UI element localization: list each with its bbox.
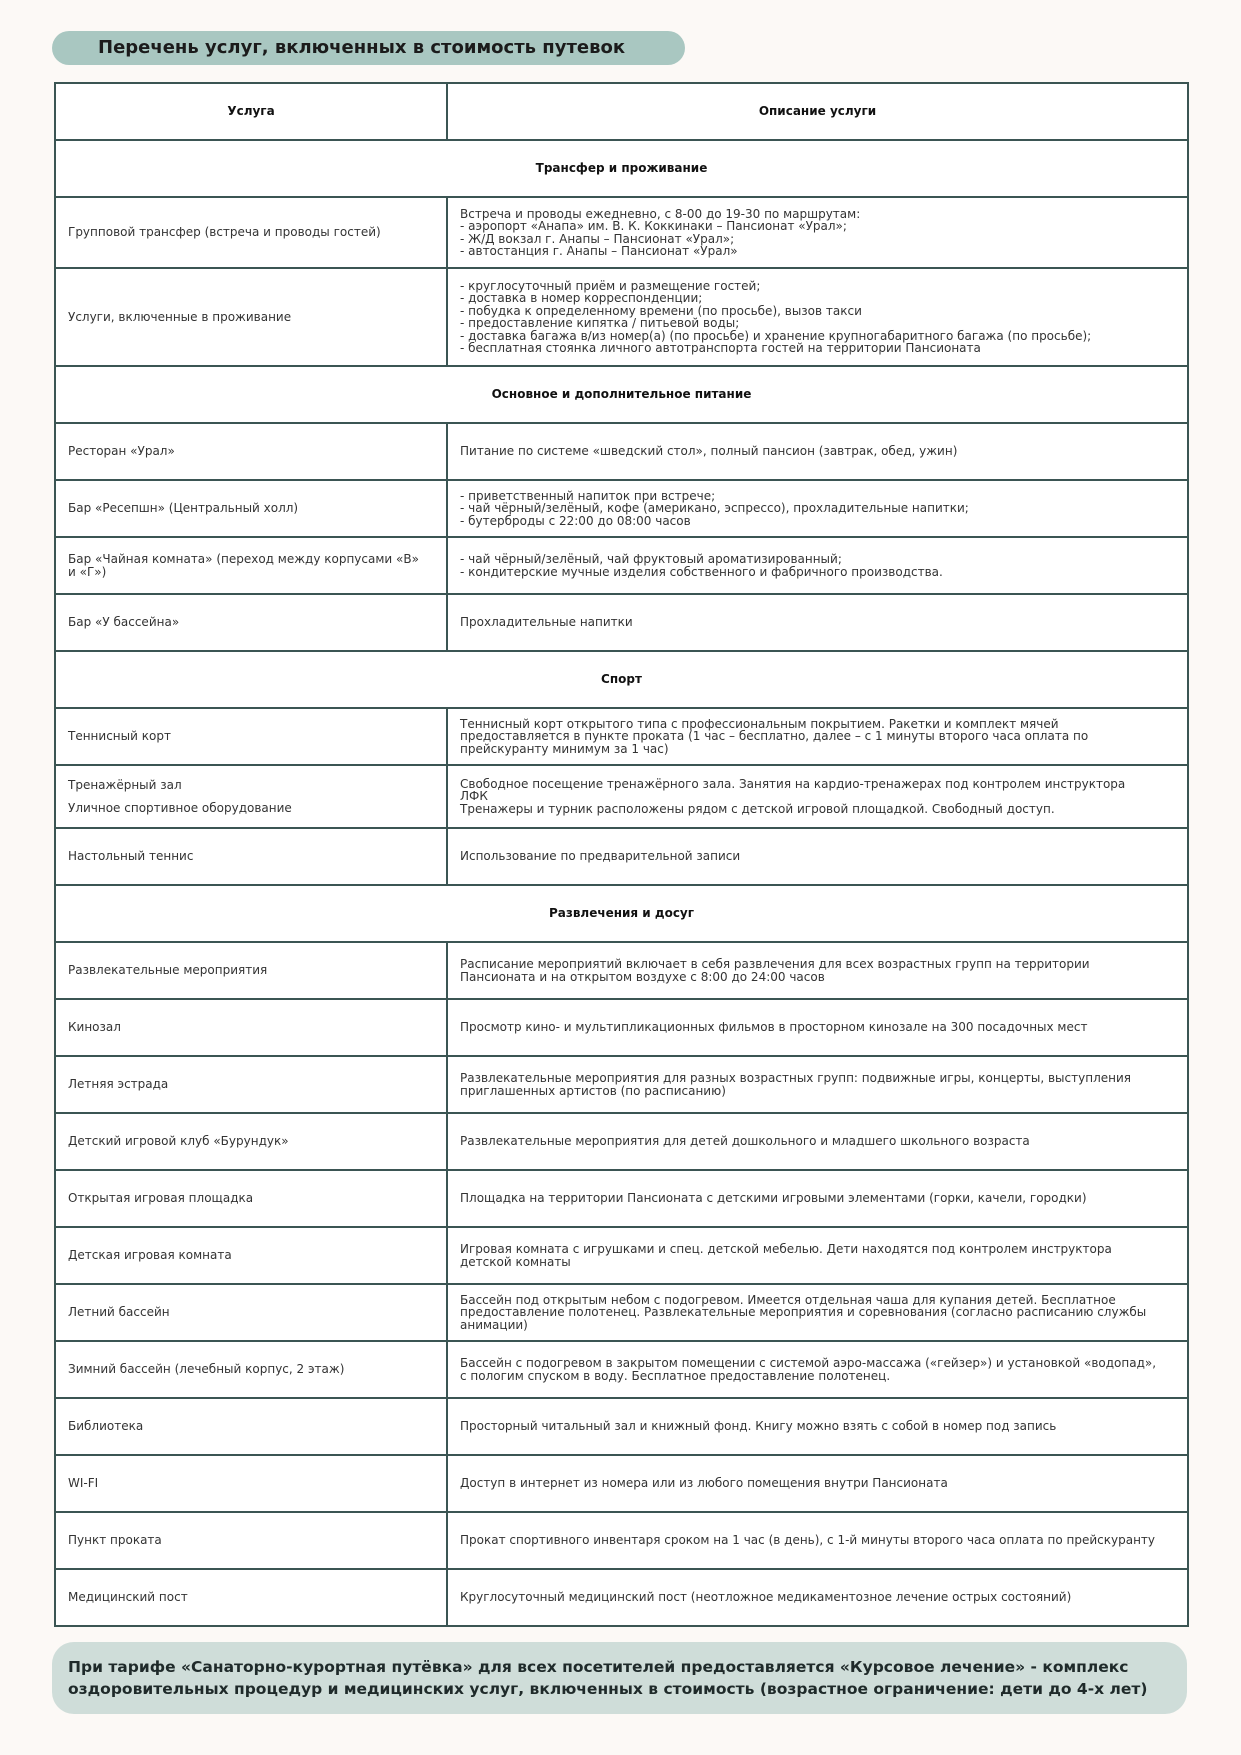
service-cell xyxy=(55,1512,447,1569)
description-cell-line: Круглосуточный медицинский пост (неотложное медикаментозное лечение острых состояний) xyxy=(460,1590,1072,1605)
service-cell-line: Уличное спортивное оборудование xyxy=(68,801,292,815)
service-cell-line: Библиотека xyxy=(68,1419,144,1434)
note-line: оздоровительных процедур и медицинских услуг, включенных в стоимость (возрастное ограничение: дети до 4-х лет) xyxy=(68,1680,1148,1698)
table-row xyxy=(55,1113,1188,1170)
description-cell xyxy=(447,197,1188,268)
table-row xyxy=(55,828,1188,885)
description-cell-line: Прокат спортивного инвентаря сроком на 1 час (в день), с 1-й минуты второго часа оплата по прейскуранту xyxy=(460,1533,1156,1548)
service-cell-line: Детская игровая комната xyxy=(68,1248,232,1263)
table-row xyxy=(55,480,1188,537)
section-title: Трансфер и проживание xyxy=(55,140,1188,197)
table-row xyxy=(55,1398,1188,1455)
description-cell-line: Развлекательные мероприятия для разных возрастных групп: подвижные игры, концерты, выступления xyxy=(460,1071,1131,1085)
description-cell-line: Свободное посещение тренажёрного зала. Занятия на кардио-тренажерах под контролем инструктора xyxy=(460,776,1126,791)
description-cell xyxy=(447,594,1188,651)
service-cell xyxy=(55,1284,447,1341)
table-row xyxy=(55,594,1188,651)
service-cell xyxy=(55,594,447,651)
description-cell xyxy=(447,1455,1188,1512)
service-cell-line: Летняя эстрада xyxy=(68,1077,169,1092)
service-cell-line: Настольный теннис xyxy=(68,849,194,864)
description-cell-line: Питание по системе «шведский стол», полный пансион (завтрак, обед, ужин) xyxy=(460,444,958,459)
description-cell xyxy=(447,1284,1188,1341)
table-row xyxy=(55,1341,1188,1398)
table-row xyxy=(55,537,1188,594)
description-cell-line: предоставление полотенец. Развлекательные мероприятия и соревнования (согласно расписанию службы xyxy=(460,1305,1147,1320)
service-cell-line: Зимний бассейн (лечебный корпус, 2 этаж) xyxy=(68,1362,345,1377)
service-cell xyxy=(55,1227,447,1284)
service-cell-line: Медицинский пост xyxy=(68,1590,188,1605)
service-cell-line: Развлекательные мероприятия xyxy=(68,963,268,978)
service-cell-line: Кинозал xyxy=(68,1020,121,1035)
description-cell-line: - Ж/Д вокзал г. Анапы – Пансионат «Урал»; xyxy=(460,231,735,246)
description-cell-line: анимации) xyxy=(460,1317,528,1332)
page-title: Перечень услуг, включенных в стоимость путевок xyxy=(52,31,685,65)
table-row xyxy=(55,708,1188,765)
description-cell-line: Прохладительные напитки xyxy=(460,615,633,630)
services-table xyxy=(54,82,1189,1627)
table-row xyxy=(55,1569,1188,1626)
description-cell xyxy=(447,423,1188,480)
description-cell xyxy=(447,1113,1188,1170)
service-cell-line: Летний бассейн xyxy=(68,1305,170,1320)
description-cell xyxy=(447,1056,1188,1113)
service-cell xyxy=(55,537,447,594)
table-header-row xyxy=(55,83,1188,140)
description-cell-line: с пологим спуском в воду. Бесплатное предоставление полотенец. xyxy=(460,1368,891,1383)
description-cell-line: - чай чёрный/зелёный, чай фруктовый ароматизированный; xyxy=(460,552,842,566)
description-cell-line: - круглосуточный приём и размещение гостей; xyxy=(460,278,761,293)
description-cell-line: прейскуранту минимум за 1 час) xyxy=(460,741,669,756)
service-cell xyxy=(55,1113,447,1170)
description-cell xyxy=(447,1170,1188,1227)
description-cell-line: Бассейн под открытым небом с подогревом. Имеется отдельная чаша для купания детей. Бесплатное xyxy=(460,1292,1116,1307)
service-cell-line: Бар «У бассейна» xyxy=(68,615,180,630)
description-cell-line: - бесплатная стоянка личного автотранспорта гостей на территории Пансионата xyxy=(460,341,981,355)
service-cell xyxy=(55,1341,447,1398)
note-line: При тарифе «Санаторно-курортная путёвка» для всех посетителей предоставляется «Курсовое лечение» - комплекс xyxy=(68,1658,1129,1676)
description-cell xyxy=(447,1227,1188,1284)
description-cell xyxy=(447,999,1188,1056)
table-row xyxy=(55,1227,1188,1284)
service-cell-line: Ресторан «Урал» xyxy=(68,444,175,459)
description-cell xyxy=(447,1398,1188,1455)
service-cell xyxy=(55,1398,447,1455)
service-cell-line: Групповой трансфер (встреча и проводы гостей) xyxy=(68,225,381,240)
header-description: Описание услуги xyxy=(447,83,1188,140)
table-row xyxy=(55,1170,1188,1227)
services-table-body xyxy=(55,83,1188,1626)
description-cell-line: Доступ в интернет из номера или из любого помещения внутри Пансионата xyxy=(460,1476,948,1491)
description-cell xyxy=(447,537,1188,594)
table-row xyxy=(55,197,1188,268)
description-cell-line: Тренажеры и турник расположены рядом с детской игровой площадкой. Свободный доступ. xyxy=(460,801,1055,816)
description-cell-line: Игровая комната с игрушками и спец. детской мебелью. Дети находятся под контролем инструктора xyxy=(460,1242,1112,1256)
header-service: Услуга xyxy=(55,83,447,140)
description-cell-line: - бутерброды с 22:00 до 08:00 часов xyxy=(460,513,691,528)
description-cell-line: Бассейн с подогревом в закрытом помещении с системой аэро-массажа («гейзер») и установкой «водопад», xyxy=(460,1356,1157,1370)
description-cell xyxy=(447,1341,1188,1398)
table-row xyxy=(55,1056,1188,1113)
service-cell-line: Тренажёрный зал xyxy=(68,777,182,792)
description-cell-line: приглашенных артистов (по расписанию) xyxy=(460,1083,726,1098)
section-title: Основное и дополнительное питание xyxy=(55,366,1188,423)
section-title: Развлечения и досуг xyxy=(55,885,1188,942)
description-cell-line: Просмотр кино- и мультипликационных фильмов в просторном кинозале на 300 посадочных мест xyxy=(460,1020,1088,1035)
table-row xyxy=(55,765,1188,828)
table-row xyxy=(55,1512,1188,1569)
description-cell-line: - автостанция г. Анапы – Пансионат «Урал» xyxy=(460,244,738,258)
description-cell-line: - предоставление кипятка / питьевой воды; xyxy=(460,316,740,330)
service-cell xyxy=(55,942,447,999)
service-cell xyxy=(55,765,447,828)
service-cell xyxy=(55,1455,447,1512)
section-title: Спорт xyxy=(55,651,1188,708)
table-row xyxy=(55,423,1188,480)
section-header-row xyxy=(55,651,1188,708)
description-cell xyxy=(447,1512,1188,1569)
service-cell-line: Бар «Чайная комната» (переход между корпусами «В» xyxy=(68,552,419,566)
description-cell-line: - чай чёрный/зелёный, кофе (американо, эспрессо), прохладительные напитки; xyxy=(460,501,969,516)
service-cell xyxy=(55,1056,447,1113)
description-cell-line: - доставка в номер корреспонденции; xyxy=(460,291,703,305)
description-cell xyxy=(447,480,1188,537)
service-cell-line: и «Г») xyxy=(68,564,107,579)
description-cell-line: Пансионата и на открытом воздухе с 8:00 до 24:00 часов xyxy=(460,969,825,984)
description-cell xyxy=(447,942,1188,999)
service-cell xyxy=(55,708,447,765)
service-cell xyxy=(55,1170,447,1227)
section-header-row xyxy=(55,366,1188,423)
table-row xyxy=(55,999,1188,1056)
service-cell xyxy=(55,268,447,366)
service-cell-line: Бар «Ресепшн» (Центральный холл) xyxy=(68,501,299,516)
description-cell xyxy=(447,765,1188,828)
description-cell-line: - аэропорт «Анапа» им. В. К. Коккинаки – Пансионат «Урал»; xyxy=(460,219,847,233)
description-cell-line: Теннисный корт открытого типа с профессиональным покрытием. Ракетки и комплект мячей xyxy=(460,716,1059,731)
description-cell-line: Просторный читальный зал и книжный фонд. Книгу можно взять с собой в номер под запись xyxy=(460,1419,1057,1434)
service-cell-line: Пункт проката xyxy=(68,1533,162,1548)
service-cell-line: Теннисный корт xyxy=(68,729,171,744)
table-row xyxy=(55,1284,1188,1341)
service-cell xyxy=(55,999,447,1056)
description-cell-line: Развлекательные мероприятия для детей дошкольного и младшего школьного возраста xyxy=(460,1134,1030,1149)
description-cell-line: - побудка к определенному времени (по просьбе), вызов такси xyxy=(460,303,862,318)
section-header-row xyxy=(55,885,1188,942)
description-cell-line: - кондитерские мучные изделия собственного и фабричного производства. xyxy=(460,564,943,579)
table-row xyxy=(55,268,1188,366)
service-cell xyxy=(55,1569,447,1626)
service-cell xyxy=(55,423,447,480)
service-cell-line: Услуги, включенные в проживание xyxy=(68,309,292,324)
description-cell-line: предоставляется в пункте проката (1 час – бесплатно, далее – с 1 минуты второго часа оплата по xyxy=(460,729,1089,744)
description-cell-line: Площадка на территории Пансионата с детскими игровыми элементами (горки, качели, городки) xyxy=(460,1191,1087,1206)
description-cell-line: Встреча и проводы ежедневно, с 8-00 до 19-30 по маршрутам: xyxy=(460,206,861,221)
description-cell-line: - доставка багажа в/из номер(а) (по просьбе) и хранение крупногабаритного багажа (по просьбе); xyxy=(460,328,1092,343)
service-cell xyxy=(55,828,447,885)
section-header-row xyxy=(55,140,1188,197)
description-cell-line: Использование по предварительной записи xyxy=(460,849,741,864)
description-cell xyxy=(447,268,1188,366)
description-cell-line: детской комнаты xyxy=(460,1254,571,1269)
description-cell xyxy=(447,1569,1188,1626)
service-cell xyxy=(55,197,447,268)
description-cell xyxy=(447,708,1188,765)
course-treatment-note xyxy=(52,1642,1187,1714)
description-cell-line: ЛФК xyxy=(460,789,488,804)
service-cell xyxy=(55,480,447,537)
description-cell-line: - приветственный напиток при встрече; xyxy=(460,488,716,503)
description-cell xyxy=(447,828,1188,885)
table-row xyxy=(55,942,1188,999)
service-cell-line: Открытая игровая площадка xyxy=(68,1191,254,1206)
table-row xyxy=(55,1455,1188,1512)
service-cell-line: WI-FI xyxy=(68,1476,99,1491)
description-cell-line: Расписание мероприятий включает в себя развлечения для всех возрастных групп на территории xyxy=(460,957,1090,971)
service-cell-line: Детский игровой клуб «Бурундук» xyxy=(68,1134,289,1149)
